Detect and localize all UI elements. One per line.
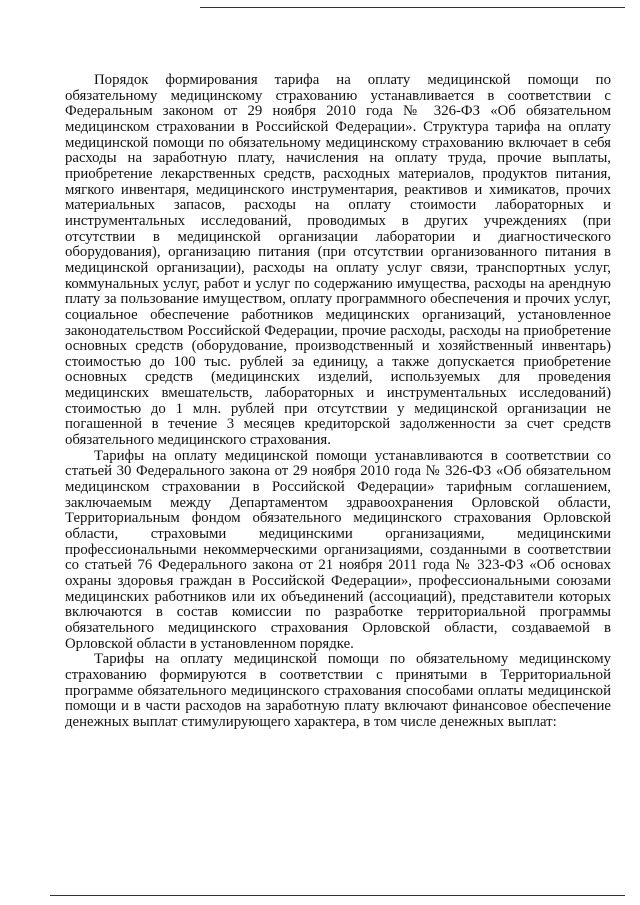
paragraph-tariff-agreement: Тарифы на оплату медицинской помощи устанавливаются в соответствии со статьей 30 Федерального закона от 29 ноября 2010 года № 326-ФЗ «Об обязательном медицинском страховании в Российской Федерации» тарифным соглашением, заключаемым между Департаментом здравоохранения Орловской области, Территориальным фондом обязательного медицинского страхования Орловской области, страховыми медицинскими организациями, медицинскими профессиональными некоммерческими организациями, созданными в соответствии со статьей 76 Федерального закона от 21 ноября 2011 года № 323-ФЗ «Об основах охраны здоровья граждан в Российской Федерации», профессиональными союзами медицинских работников или их объединений (ассоциаций), представители которых включаются в состав комиссии по разработке территориальной программы обязательного медицинского страхования Орловской области, создаваемой в Орловской области в установленном порядке. — [65, 447, 611, 652]
document-body — [65, 73, 611, 731]
header-rule — [200, 7, 625, 8]
paragraph-tariff-payment-methods: Тарифы на оплату медицинской помощи по обязательному медицинскому страхованию формируются в соответствии с принятыми в Территориальной программе обязательного медицинского страхования способами оплаты медицинской помощи и в части расходов на заработную плату включают финансовое обеспечение денежных выплат стимулирующего характера, в том числе денежных выплат: — [65, 651, 611, 730]
footer-rule — [50, 895, 625, 896]
paragraph-tariff-structure: Порядок формирования тарифа на оплату медицинской помощи по обязательному медицинскому страхованию устанавливается в соответствии с Федеральным законом от 29 ноября 2010 года № 326-ФЗ «Об обязательном медицинском страховании в Российской Федерации». Структура тарифа на оплату медицинской помощи по обязательному медицинскому страхованию включает в себя расходы на заработную плату, начисления на оплату труда, прочие выплаты, приобретение лекарственных средств, расходных материалов, продуктов питания, мягкого инвентаря, медицинского инструментария, реактивов и химикатов, прочих материальных запасов, расходы на оплату стоимости лабораторных и инструментальных исследований, проводимых в других учреждениях (при отсутствии в медицинской организации лаборатории и диагностического оборудования), организацию питания (при отсутствии организованного питания в медицинской организации), расходы на оплату услуг связи, транспортных услуг, коммунальных услуг, работ и услуг по содержанию имущества, расходы на арендную плату за пользование имуществом, оплату программного обеспечения и прочих услуг, социальное обеспечение работников медицинских организаций, установленное законодательством Российской Федерации, прочие расходы, расходы на приобретение основных средств (оборудование, производственный и хозяйственный инвентарь) стоимостью до 100 тыс. рублей за единицу, а также допускается приобретение основных средств (медицинских изделий, используемых для проведения медицинских вмешательств, лабораторных и инструментальных исследований) стоимостью до 1 млн. рублей при отсутствии у медицинской организации не погашенной в течение 3 месяцев кредиторской задолженности за счет средств обязательного медицинского страхования. — [65, 72, 611, 449]
